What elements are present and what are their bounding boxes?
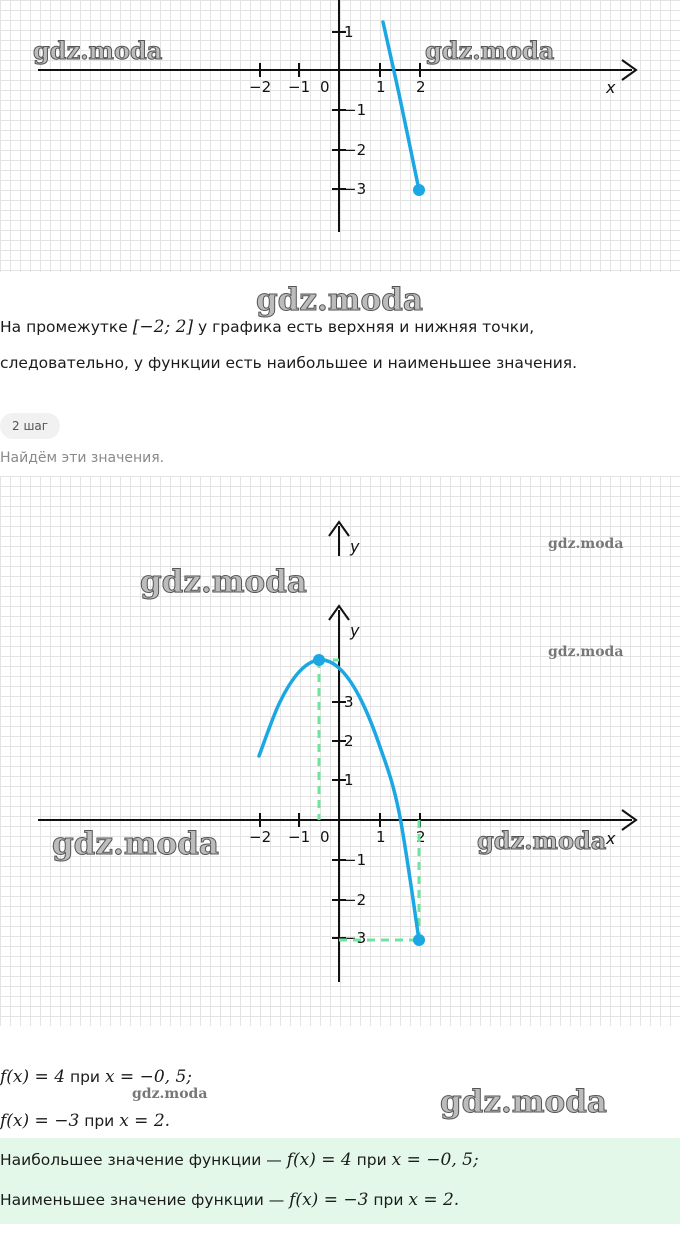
watermark: gdz.moda: [425, 36, 555, 65]
y-tick-label: 1: [344, 771, 354, 789]
x-axis-name: x: [606, 829, 616, 848]
formula-max-lhs: f(x) = 4: [0, 1067, 66, 1087]
min-point: [413, 184, 425, 196]
x-tick-label: −1: [288, 828, 311, 846]
paragraph-1: [0, 316, 534, 338]
y-tick-label: −1: [344, 101, 367, 119]
answer-box: [0, 1138, 680, 1224]
interval-math: [−2; 2]: [132, 317, 194, 337]
answer-min-mid: при: [373, 1191, 404, 1209]
graph-top-plot: [383, 22, 425, 196]
answer-min-lhs: f(x) = −3: [289, 1190, 369, 1210]
answer-max-rhs: x = −0, 5;: [391, 1150, 479, 1170]
watermark: gdz.moda: [52, 826, 219, 862]
formula-max-rhs: x = −0, 5;: [104, 1067, 192, 1087]
y-tick-label: 2: [344, 732, 354, 750]
formula-min-mid: при: [84, 1112, 115, 1130]
y-axis-name: y: [350, 537, 360, 556]
answer-min-prefix: Наименьшее значение функции —: [0, 1191, 285, 1209]
formula-min-rhs: x = 2.: [119, 1111, 171, 1131]
watermark: gdz.moda: [548, 536, 624, 552]
y-tick-label: −2: [344, 141, 367, 159]
paragraph-1-suffix: у графика есть верхняя и нижняя точки,: [198, 318, 535, 336]
answer-min-rhs: x = 2.: [408, 1190, 460, 1210]
y-tick-label: −3: [344, 180, 367, 198]
x-tick-label: −2: [249, 828, 272, 846]
formula-min-lhs: f(x) = −3: [0, 1111, 80, 1131]
graph-top: [0, 0, 680, 272]
answer-min: [0, 1190, 459, 1210]
graph-main-svg: [0, 476, 680, 1026]
formula-max-mid: при: [69, 1068, 100, 1086]
graph-main: [0, 476, 680, 1026]
formula-min: [0, 1110, 170, 1132]
watermark: gdz.moda: [440, 1084, 607, 1120]
answer-max-mid: при: [356, 1151, 387, 1169]
graph-main-plot: [259, 654, 425, 946]
y-tick-label: −1: [344, 851, 367, 869]
x-tick-label: 2: [416, 78, 426, 96]
answer-max: [0, 1150, 479, 1170]
x-tick-label: 2: [416, 828, 426, 846]
watermark: gdz.moda: [548, 644, 624, 660]
watermark: gdz.moda: [256, 282, 423, 318]
step-note: Найдём эти значения.: [0, 450, 165, 466]
step-badge: 2 шаг: [0, 413, 60, 439]
origin-label: 0: [320, 78, 330, 96]
y-axis-name: y: [350, 621, 360, 640]
y-tick-label: −3: [344, 929, 367, 947]
paragraph-2: следовательно, у функции есть наибольшее и наименьшее значения.: [0, 354, 578, 372]
function-curve: [383, 22, 419, 190]
y-tick-label: 1: [344, 23, 354, 41]
max-point: [313, 654, 325, 666]
watermark: gdz.moda: [477, 826, 607, 855]
watermark: gdz.moda: [132, 1086, 208, 1102]
min-point: [413, 934, 425, 946]
x-tick-label: 1: [376, 828, 386, 846]
y-tick-label: −2: [344, 891, 367, 909]
x-tick-label: −1: [288, 78, 311, 96]
watermark: gdz.moda: [140, 564, 307, 600]
x-tick-label: 1: [376, 78, 386, 96]
paragraph-1-prefix: На промежутке: [0, 318, 128, 336]
y-tick-label: 3: [344, 693, 354, 711]
x-axis-name: x: [606, 78, 616, 97]
answer-max-prefix: Наибольшее значение функции —: [0, 1151, 282, 1169]
x-tick-label: −2: [249, 78, 272, 96]
watermark: gdz.moda: [33, 36, 163, 65]
formula-max: [0, 1066, 192, 1088]
answer-max-lhs: f(x) = 4: [286, 1150, 352, 1170]
origin-label: 0: [320, 828, 330, 846]
